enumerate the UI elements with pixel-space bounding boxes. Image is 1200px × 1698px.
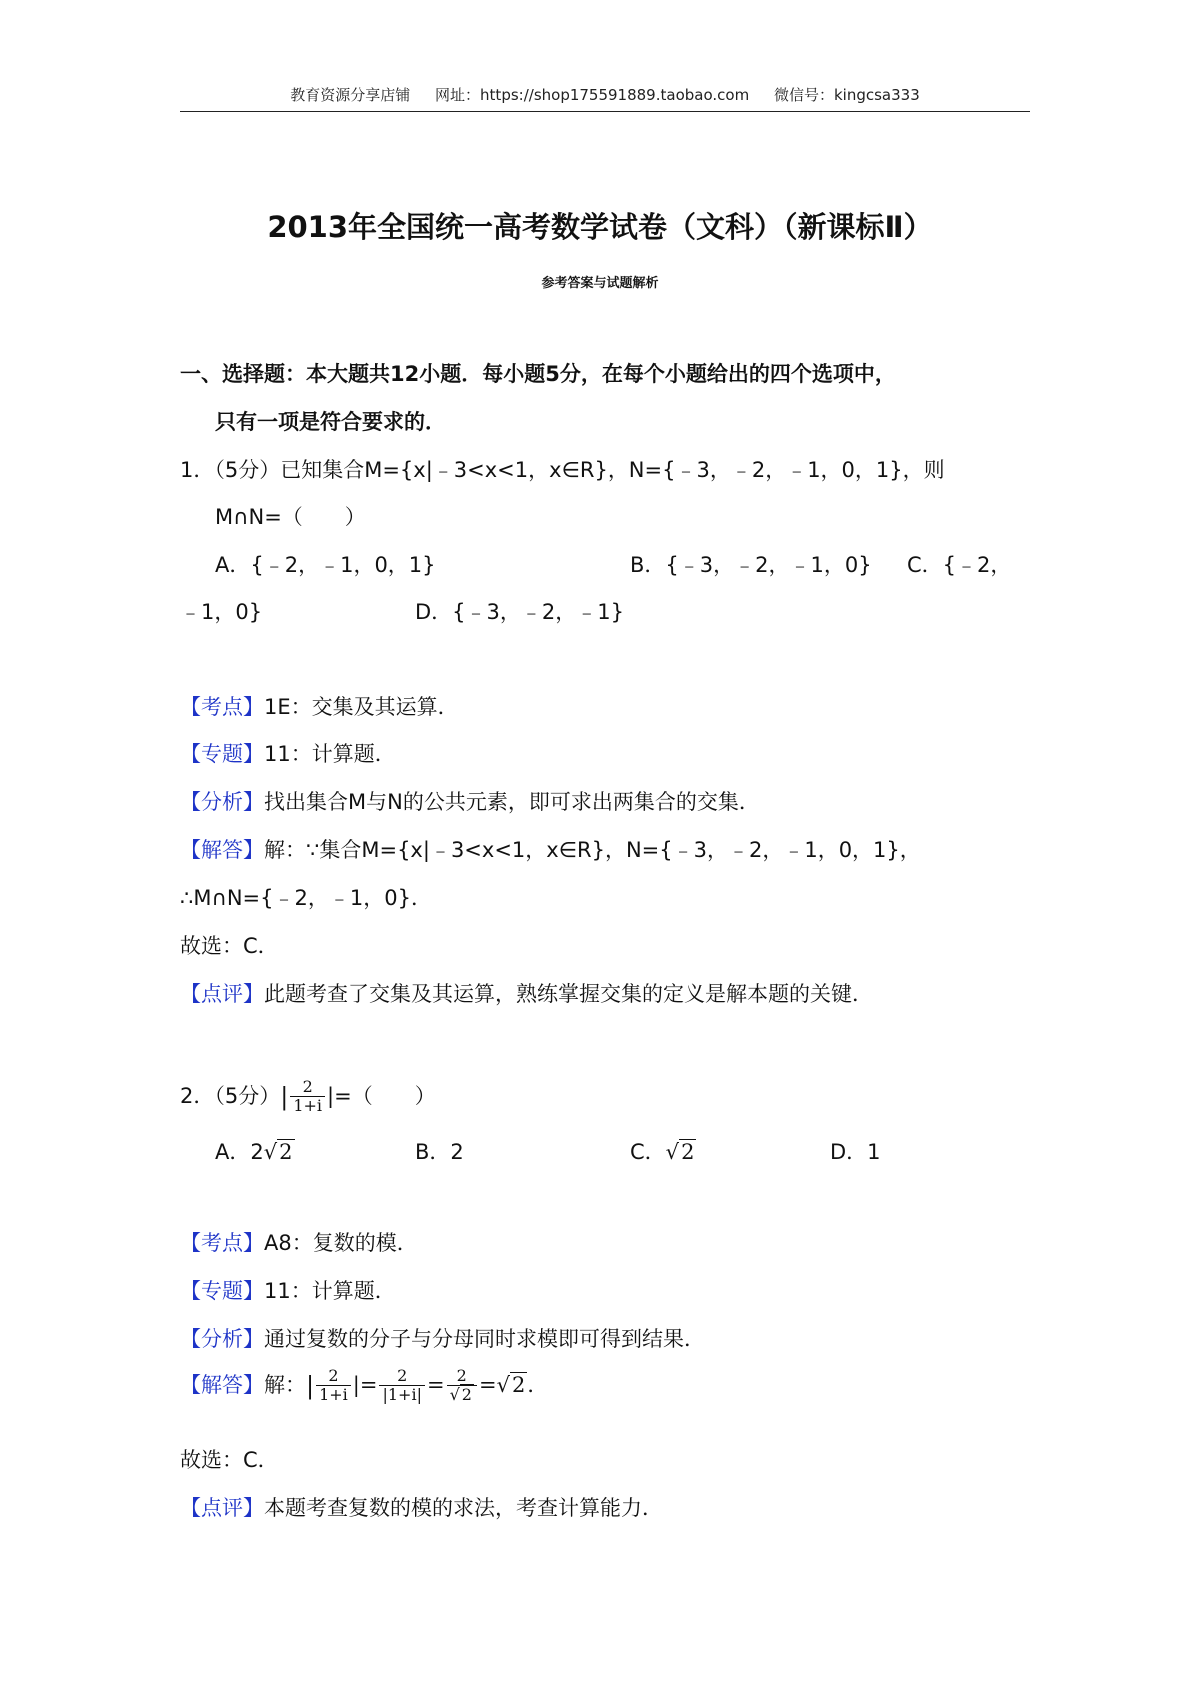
q2-sol-fraction-1	[316, 1367, 351, 1405]
q2-sol-eq2: =	[426, 1373, 445, 1398]
q1-answer: 故选：C．	[180, 934, 279, 958]
q2-fenxi-text: 通过复数的分子与分母同时求模即可得到结果．	[264, 1327, 705, 1351]
q2-sol-frac3-den-radicand: 2	[461, 1385, 472, 1405]
q2-stem-frac-num: 2	[302, 1077, 313, 1096]
q2-fenxi	[180, 1329, 705, 1350]
q2-option-c-label: C．	[630, 1140, 666, 1164]
q2-sol-frac3-num: 2	[456, 1366, 467, 1385]
q2-sol-frac3-den	[447, 1385, 477, 1404]
header-divider	[180, 111, 1030, 112]
q2-option-c-sqrt	[666, 1139, 697, 1164]
page-header	[180, 84, 1030, 105]
q1-jieda-line1: 解：∵集合M={x|﹣3<x<1，x∈R}，N={﹣3，﹣2，﹣1，0，1}，	[264, 838, 921, 862]
radical-sign: √	[496, 1373, 510, 1398]
q2-sol-frac2-den: |1+i|	[379, 1385, 424, 1404]
q1-jieda	[180, 840, 921, 861]
radical-sign: √	[263, 1140, 278, 1164]
q2-option-c	[630, 1142, 696, 1163]
q2-kaodian-text: A8：复数的模．	[264, 1231, 418, 1255]
q2-abs-bar-left: |	[280, 1082, 289, 1111]
q2-jieda	[180, 1367, 548, 1405]
q1-jieda-tag: 【解答】	[180, 838, 264, 862]
q2-dianping-tag: 【点评】	[180, 1496, 264, 1520]
q2-sol-result-radicand: 2	[511, 1373, 526, 1398]
page-subtitle: 参考答案与试题解析	[541, 276, 659, 291]
q2-dianping	[180, 1498, 663, 1519]
q2-sol-frac2-num: 2	[397, 1366, 408, 1385]
q2-jieda-prefix: 解：	[264, 1373, 306, 1398]
q2-sol-abs-bar-left: |	[306, 1371, 315, 1400]
q1-dianping	[180, 984, 873, 1005]
q1-zhuanti-tag: 【专题】	[180, 742, 264, 766]
q2-sol-frac1-num: 2	[328, 1366, 339, 1385]
q2-option-a	[215, 1142, 295, 1163]
q1-option-c-start: C．{﹣2，	[907, 553, 1012, 577]
section-heading-line1: 一、选择题：本大题共12小题．每小题5分，在每个小题给出的四个选项中，	[180, 362, 896, 386]
q1-zhuanti-text: 11：计算题．	[264, 742, 396, 766]
q1-fenxi	[180, 792, 760, 813]
q2-option-a-sqrt	[264, 1139, 295, 1164]
q1-fenxi-text: 找出集合M与N的公共元素，即可求出两集合的交集．	[264, 790, 760, 814]
q2-kaodian	[180, 1233, 418, 1254]
q1-fenxi-tag: 【分析】	[180, 790, 264, 814]
q2-option-c-radicand: 2	[681, 1140, 695, 1164]
section-heading-line2: 只有一项是符合要求的．	[215, 410, 446, 434]
q2-sol-frac1-den: 1+i	[316, 1385, 351, 1404]
q1-option-d: D．{﹣3，﹣2，﹣1}	[415, 600, 624, 624]
q2-zhuanti	[180, 1281, 396, 1302]
q2-sol-eq3: =	[478, 1373, 497, 1398]
q2-option-a-label: A．2	[215, 1140, 264, 1164]
header-shop: 教育资源分享店铺	[290, 86, 411, 104]
q2-sol-fraction-3	[447, 1367, 477, 1405]
q2-stem-prefix: 2．（5分）	[180, 1084, 281, 1109]
q2-stem-suffix: |=（ ）	[327, 1084, 436, 1109]
radical-sign: √	[449, 1385, 460, 1405]
q1-zhuanti	[180, 744, 396, 765]
q1-dianping-text: 此题考查了交集及其运算，熟练掌握交集的定义是解本题的关键．	[264, 982, 873, 1006]
q2-kaodian-tag: 【考点】	[180, 1231, 264, 1255]
q1-option-b: B．{﹣3，﹣2，﹣1，0}	[630, 553, 872, 577]
header-wechat: 微信号：kingcsa333	[773, 86, 920, 104]
q1-kaodian	[180, 697, 459, 718]
q2-zhuanti-tag: 【专题】	[180, 1279, 264, 1303]
q2-dianping-text: 本题考查复数的模的求法，考查计算能力．	[264, 1496, 663, 1520]
q1-option-c-end: ﹣1，0}	[180, 600, 263, 624]
q2-stem	[180, 1078, 436, 1116]
radical-sign: √	[665, 1140, 680, 1164]
q1-jieda-line2: ∴M∩N={﹣2，﹣1，0}．	[180, 886, 432, 910]
q1-kaodian-tag: 【考点】	[180, 695, 264, 719]
q1-dianping-tag: 【点评】	[180, 982, 264, 1006]
q1-stem-line2: M∩N=（ ）	[215, 505, 366, 529]
page-title: 2013年全国统一高考数学试卷（文科）（新课标Ⅱ）	[267, 210, 933, 244]
header-url: 网址：https://shop175591889.taobao.com	[435, 86, 750, 104]
q2-sol-end: ．	[527, 1373, 549, 1398]
q2-sol-fraction-2	[379, 1367, 424, 1405]
q2-fenxi-tag: 【分析】	[180, 1327, 264, 1351]
q2-answer: 故选：C．	[180, 1448, 279, 1472]
q2-option-a-radicand: 2	[279, 1140, 293, 1164]
q2-option-b: B．2	[415, 1140, 464, 1164]
q2-zhuanti-text: 11：计算题．	[264, 1279, 396, 1303]
q2-jieda-tag: 【解答】	[180, 1373, 264, 1398]
q2-sol-eq1: |=	[352, 1373, 378, 1398]
q2-stem-fraction	[290, 1078, 325, 1116]
q1-kaodian-text: 1E：交集及其运算．	[264, 695, 459, 719]
q2-sol-result	[497, 1375, 528, 1396]
q1-option-a: A．{﹣2，﹣1，0，1}	[215, 553, 436, 577]
q1-stem-line1: 1．（5分）已知集合M={x|﹣3<x<1，x∈R}，N={﹣3，﹣2，﹣1，0，1}，则	[180, 458, 945, 482]
q2-stem-frac-den: 1+i	[290, 1096, 325, 1115]
q2-option-d: D．1	[830, 1140, 881, 1164]
